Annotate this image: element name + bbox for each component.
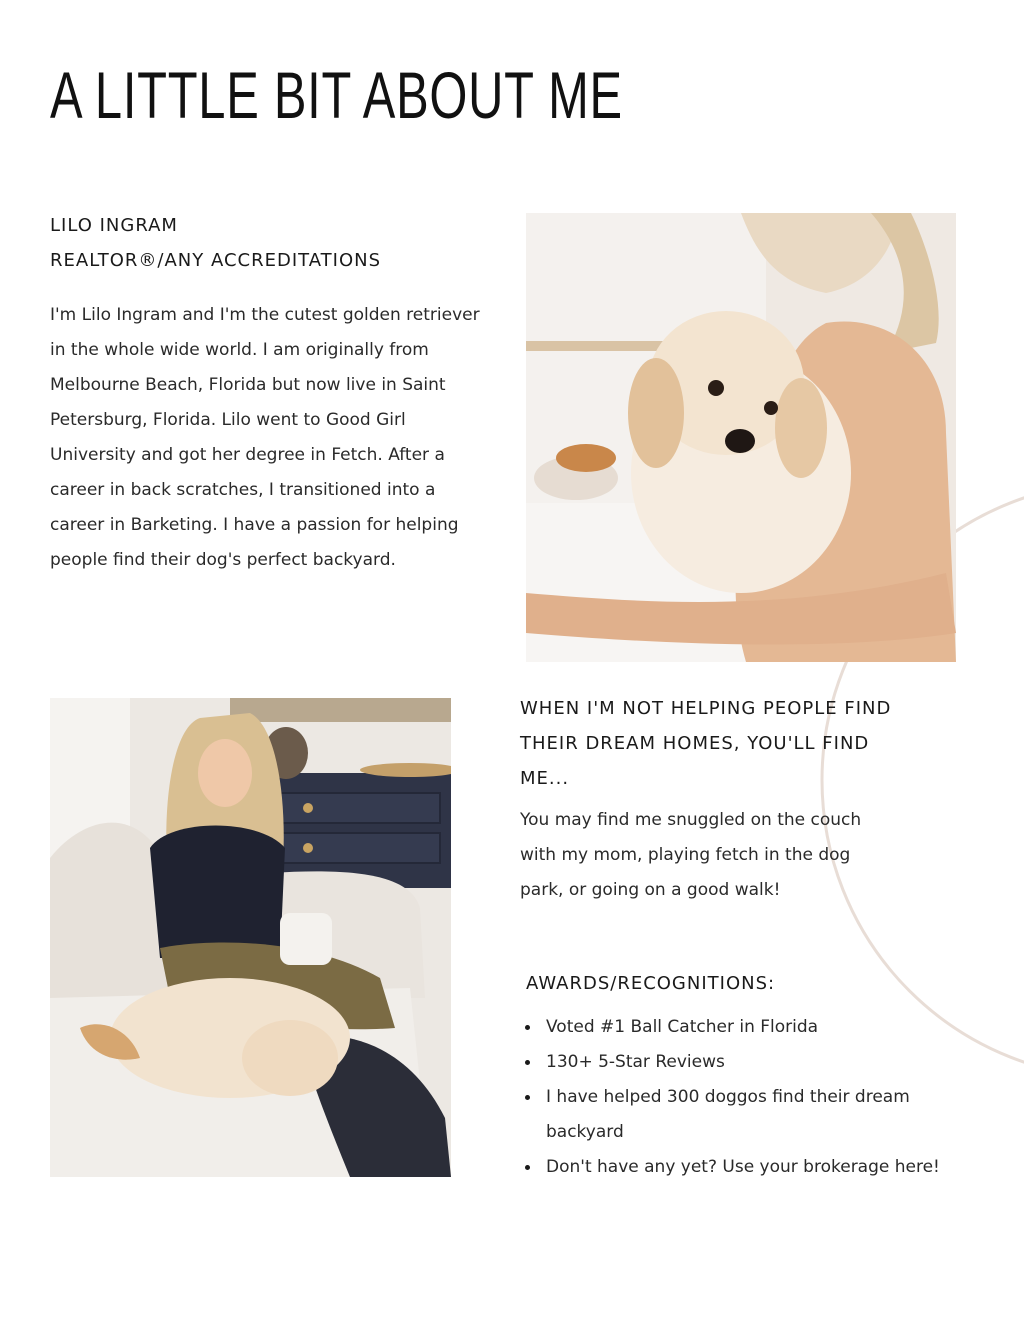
awards-list xyxy=(522,1010,992,1185)
hobbies-text: You may find me snuggled on the couch with my mom, playing fetch in the dog park, or going on a good walk! xyxy=(520,810,862,900)
photo-woman-with-dog-on-couch xyxy=(50,698,451,1177)
hobbies-heading xyxy=(520,691,920,796)
hobbies-heading-text: WHEN I'M NOT HELPING PEOPLE FIND THEIR DREAM HOMES, YOU'LL FIND ME... xyxy=(520,698,892,789)
awards-heading: AWARDS/RECOGNITIONS: xyxy=(526,973,776,994)
award-item: Don't have any yet? Use your brokerage here! xyxy=(522,1150,992,1185)
agent-credentials: REALTOR®/ANY ACCREDITATIONS xyxy=(50,250,382,271)
agent-name: LILO INGRAM xyxy=(50,215,178,236)
agent-name-block xyxy=(50,208,381,278)
award-item: 130+ 5-Star Reviews xyxy=(522,1045,992,1080)
award-item: Voted #1 Ball Catcher in Florida xyxy=(522,1010,992,1045)
agent-bio: I'm Lilo Ingram and I'm the cutest golden retriever in the whole wide world. I am originally from Melbourne Beach, Florida but now live in Saint Petersburg, Florida. Lilo went to Good Girl University and got her degree in Fetch. After a career in back scratches, I transitioned into a career in Barketing. I have a passion for helping people find their dog's perfect backyard. xyxy=(50,305,480,570)
page-title: A LITTLE BIT ABOUT ME xyxy=(50,58,623,132)
award-item: I have helped 300 doggos find their dream backyard xyxy=(522,1080,992,1150)
photo-woman-holding-puppy xyxy=(526,213,956,662)
